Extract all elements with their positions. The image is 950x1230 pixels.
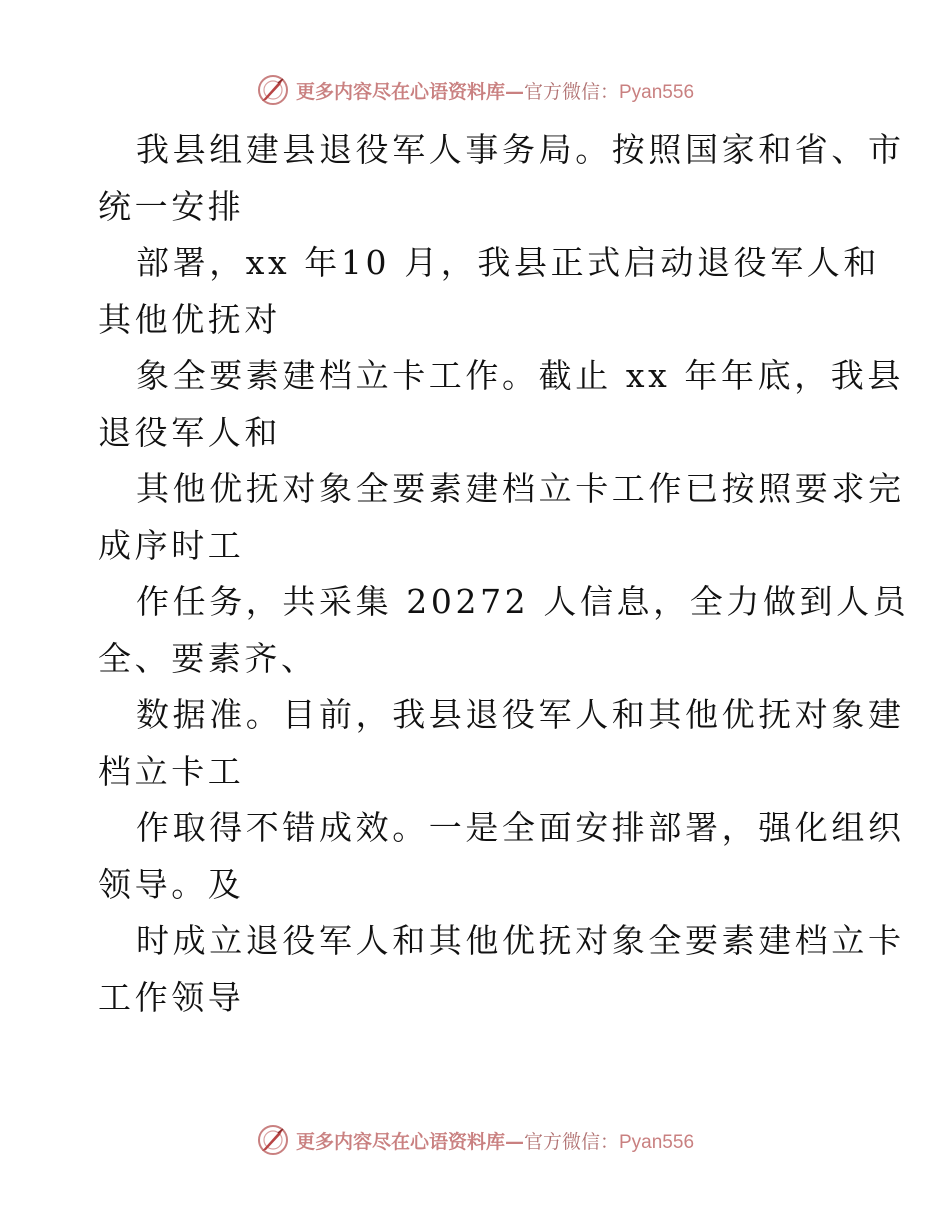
body-line: 工作领导 [98,977,245,1017]
body-line: 领导。及 [98,864,245,904]
body-line: 档立卡工 [98,751,245,791]
header-banner-text [296,77,694,104]
body-line: 时成立退役军人和其他优抚对象全要素建档立卡 [136,921,905,960]
footer-banner-main: 更多内容尽在心语资料库 [295,1130,505,1153]
quill-logo-icon [256,1123,290,1157]
header-banner-main: 更多内容尽在心语资料库 [295,80,505,103]
body-line: 象全要素建档立卡工作。截止 xx 年年底，我县 [136,356,905,395]
body-line: 部署，xx 年10 月，我县正式启动退役军人和 [136,243,880,282]
body-line: 作任务，共采集 20272 人信息，全力做到人员 [136,582,910,621]
body-line: 数据准。目前，我县退役军人和其他优抚对象建 [136,695,905,734]
body-line: 其他优抚对 [98,299,281,339]
footer-banner-text [296,1127,694,1154]
header-banner-code: Pyan556 [619,81,695,103]
footer-banner-sub: 官方微信： [523,1130,619,1153]
body-line: 成序时工 [98,525,245,565]
body-text [98,122,910,1026]
body-line: 我县组建县退役军人事务局。按照国家和省、市 [136,130,905,169]
footer-banner-dash: — [504,1130,524,1153]
quill-logo-icon [256,73,290,107]
header-banner-sub: 官方微信： [523,80,619,103]
body-line: 其他优抚对象全要素建档立卡工作已按照要求完 [136,469,905,508]
body-line: 作取得不错成效。一是全面安排部署，强化组织 [136,808,905,847]
header-banner [0,70,950,110]
footer-banner-code: Pyan556 [619,1131,695,1153]
header-banner-dash: — [504,80,524,103]
body-line: 统一安排 [98,186,245,226]
footer-banner [0,1120,950,1160]
body-line: 全、要素齐、 [98,638,318,678]
body-line: 退役军人和 [98,412,281,452]
